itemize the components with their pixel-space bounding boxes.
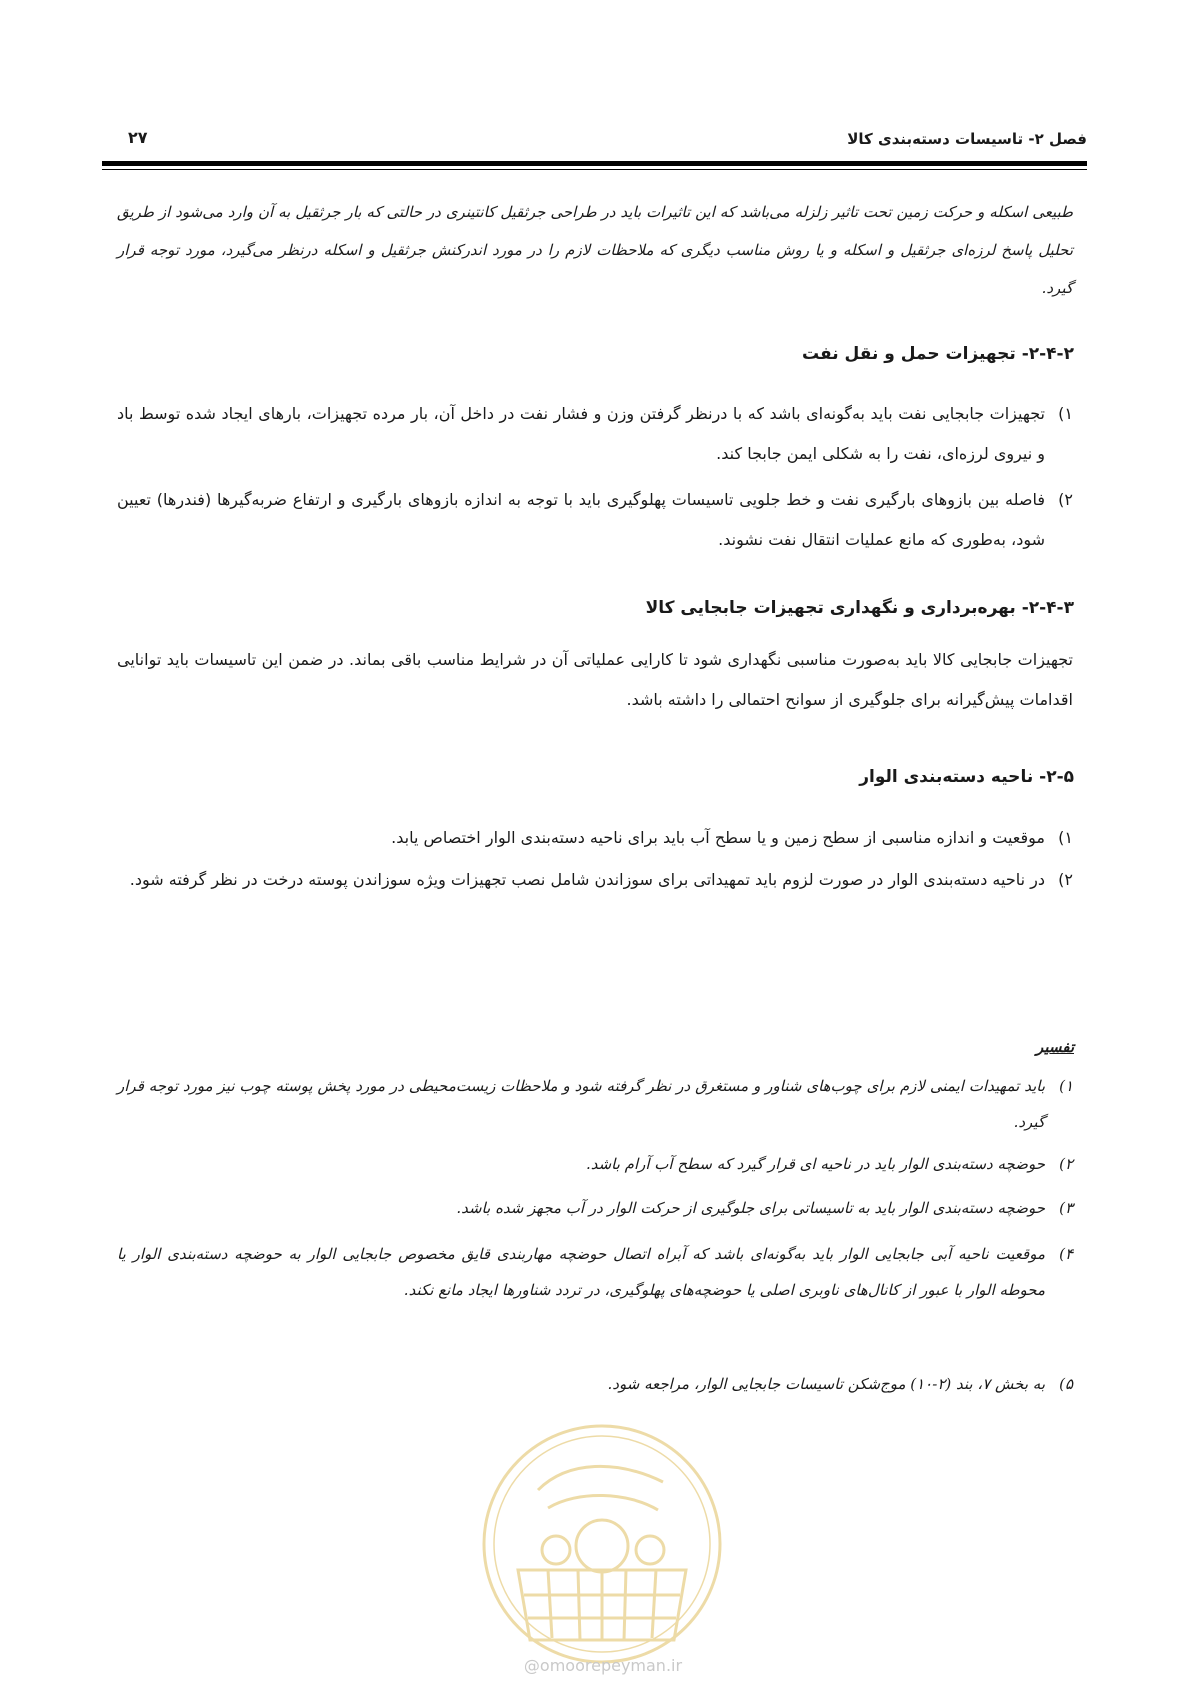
list-item [117, 394, 1073, 474]
item-text: حوضچه دسته‌بندی الوار باید به تاسیساتی برای جلوگیری از حرکت الوار در آب مجهز شده باشد. [456, 1199, 1045, 1217]
intro-paragraph: طبیعی اسکله و حرکت زمین تحت تاثیر زلزله می‌باشد که این تاثیرات باید در طراحی جرثقیل کانتینری در حالتی که بار جرثقیل به آن وارد می‌شود از طریق تحلیل پاسخ لرزه‌ای جرثقیل و اسکله و یا روش مناسب دیگری که ملاحظات لازم را در مورد اندرکنش جرثقیل و اسکله درنظر می‌گیرد، مورد توجه قرار گیرد. [117, 203, 1073, 297]
header-rule-thick [102, 161, 1087, 166]
header-rule-thin [102, 169, 1087, 170]
commentary-item [117, 1190, 1073, 1226]
page-header [102, 124, 1087, 154]
commentary-item [117, 1366, 1073, 1402]
item-number: ۲) [1058, 490, 1073, 509]
section-heading-2-5: ۲-۵- ناحیه دسته‌بندی الوار [859, 767, 1074, 787]
commentary-title: تفسیر [1036, 1038, 1074, 1056]
item-text: در ناحیه دسته‌بندی الوار در صورت لزوم باید تمهیداتی برای سوزاندن شامل نصب تجهیزات ویژه سوزاندن پوسته درخت در نظر گرفته شود. [129, 870, 1045, 889]
item-number: ۵) [1059, 1375, 1073, 1393]
page-number: ۲۷ [128, 128, 148, 147]
item-text: تجهیزات جابجایی نفت باید به‌گونه‌ای باشد که با درنظر گرفتن وزن و فشار نفت در داخل آن، بار مرده تجهیزات، بارهای ایجاد شده توسط باد و نیروی لرزه‌ای، نفت را به شکلی ایمن جابجا کند. [117, 404, 1045, 463]
list-item [117, 818, 1073, 858]
commentary-item [117, 1068, 1073, 1140]
item-number: ۲) [1059, 1155, 1073, 1173]
item-text: حوضچه دسته‌بندی الوار باید در ناحیه ای قرار گیرد که سطح آب آرام باشد. [585, 1155, 1045, 1173]
section-heading-2-4-2: ۲-۴-۲- تجهیزات حمل و نقل نفت [802, 344, 1074, 364]
commentary-item [117, 1236, 1073, 1308]
item-number: ۱) [1058, 404, 1073, 423]
item-number: ۱) [1059, 1077, 1073, 1095]
item-number: ۳) [1059, 1199, 1073, 1217]
list-item [117, 860, 1073, 900]
commentary-item [117, 1146, 1073, 1182]
item-number: ۲) [1058, 870, 1073, 889]
item-text: موقعیت ناحیه آبی جابجایی الوار باید به‌گونه‌ای باشد که آبراه اتصال حوضچه مهاربندی قایق مخصوص جابجایی الوار به حوضچه دسته‌بندی الوار یا محوطه الوار با عبور از کانال‌های ناوبری اصلی یا حوضچه‌های پهلوگیری، در تردد شناورها ایجاد مانع نکند. [117, 1245, 1045, 1299]
section-paragraph: تجهیزات جابجایی کالا باید به‌صورت مناسبی نگهداری شود تا کارایی عملیاتی آن در شرایط مناسب باقی بماند. در ضمن این تاسیسات باید توانایی اقدامات پیش‌گیرانه برای جلوگیری از سوانح احتمالی را داشته باشد. [117, 650, 1073, 709]
item-text: باید تمهیدات ایمنی لازم برای چوب‌های شناور و مستغرق در نظر گرفته شود و ملاحظات زیست‌محیطی در مورد پخش پوسته چوب نیز مورد توجه قرار گیرد. [117, 1077, 1045, 1131]
watermark-website: @omoorepeyman.ir [523, 1656, 683, 1675]
section-heading-2-4-3: ۲-۴-۳- بهره‌برداری و نگهداری تجهیزات جابجایی کالا [645, 598, 1074, 618]
item-number: ۴) [1059, 1245, 1073, 1263]
list-item [117, 480, 1073, 560]
chapter-title: فصل ۲- تاسیسات دسته‌بندی کالا [847, 130, 1087, 148]
item-text: فاصله بین بازوهای بارگیری نفت و خط جلویی تاسیسات پهلوگیری باید با توجه به اندازه بازوهای بارگیری و ارتفاع ضربه‌گیرها (فندرها) تعیین شود، به‌طوری که مانع عملیات انتقال نفت نشوند. [117, 490, 1045, 549]
watermark-logo [478, 1420, 726, 1668]
item-text: موقعیت و اندازه مناسبی از سطح زمین و یا سطح آب باید برای ناحیه دسته‌بندی الوار اختصاص یابد. [391, 828, 1045, 847]
item-text: به بخش ۷، بند (۲-۱۰) موج‌شکن تاسیسات جابجایی الوار، مراجعه شود. [607, 1375, 1045, 1393]
item-number: ۱) [1058, 828, 1073, 847]
